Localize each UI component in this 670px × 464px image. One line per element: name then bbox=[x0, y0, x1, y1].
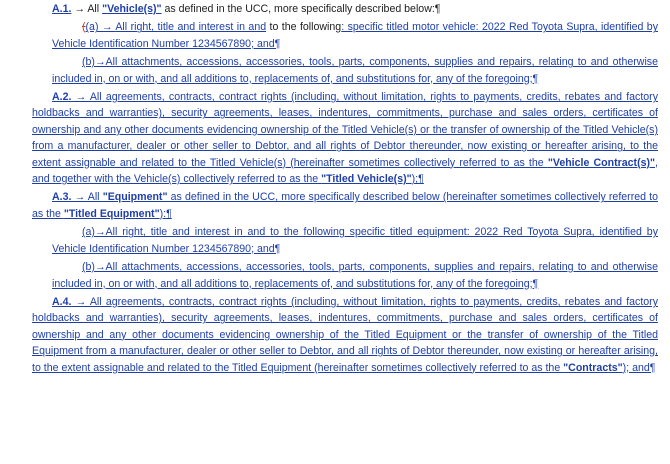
text-run: → All agreements, contracts, contract rights (including, without limitation, rights to payments, credits, rebates and factory holdbacks and warranties), security agreements, leases, indentures, commitments, purchase and sales orders, certificates of ownership and any other documents evidencing ownership of the Titled Equipment or the transfer of ownership of the Titled Equipment from a manufacturer, dealer or other seller to Debtor, and all rights of Debtor thereunder, now existing or hereafter arising, to the extent assignable and related to the Titled Equipment (hereinafter sometimes collectively referred to as the bbox=[32, 295, 658, 374]
text-run: to the following bbox=[266, 21, 342, 34]
deleted-text: ( bbox=[82, 21, 86, 34]
defined-term: "Vehicle Contract(s)" bbox=[547, 156, 656, 169]
inserted-label: (a) bbox=[85, 21, 99, 34]
text-run: as defined in the UCC, more specifically described below (hereinafter sometimes collectively referred to as the bbox=[32, 191, 658, 220]
defined-term: "Titled Equipment" bbox=[63, 207, 160, 220]
inserted-text: All right, title and interest in and bbox=[115, 21, 267, 34]
text-run: ); and¶ bbox=[622, 361, 656, 374]
paragraph-a2[interactable] bbox=[32, 89, 658, 187]
section-label: A.1. bbox=[52, 3, 72, 15]
defined-term: "Titled Vehicle(s)" bbox=[321, 173, 412, 186]
paragraph-a4[interactable] bbox=[32, 294, 658, 376]
tab-arrow: → bbox=[98, 21, 116, 34]
text-run: );¶ bbox=[411, 173, 424, 186]
defined-term: "Equipment" bbox=[102, 191, 168, 204]
text-run: as defined in the UCC, more specifically described below:¶ bbox=[161, 3, 441, 15]
text-run: → All agreements, contracts, contract rights (including, without limitation, rights to payments, credits, rebates and factory holdbacks and warranties), security agreements, leases, indentures, commitments, purchase and sales orders, certificates of ownership and any other documents evidencing ownership of the Titled Vehicle(s) or the transfer of ownership of the Titled Vehicle(s) from a manufacturer, dealer or other seller to Debtor, and all rights of Debtor thereunder, now existing or hereafter arising, to the extent assignable and related to the Titled Vehicle(s) (hereinafter sometimes collectively referred to as the bbox=[32, 91, 658, 169]
text-run: , and together with the Vehicle(s) collectively referred to as the bbox=[32, 156, 658, 186]
defined-term: "Vehicle(s)" bbox=[102, 3, 162, 15]
paragraph-a1b[interactable]: (b)→All attachments, accessions, accessories, tools, parts, components, supplies and repairs, relating to and otherwise included in, on or with, and all additions to, replacements of, and substitutions for, any of the foregoing;¶ bbox=[52, 56, 658, 85]
paragraph-a3b[interactable]: (b)→All attachments, accessions, accessories, tools, parts, components, supplies and repairs, relating to and otherwise included in, on or with, and all additions to, replacements of, and substitutions for, any of the foregoing;¶ bbox=[52, 261, 658, 290]
section-label: A.3. bbox=[52, 191, 72, 204]
paragraph-a3[interactable] bbox=[32, 189, 658, 222]
section-label: A.4. bbox=[52, 295, 72, 308]
tab-arrow: → bbox=[74, 3, 85, 15]
defined-term: "Contracts" bbox=[563, 361, 623, 374]
paragraph-a1a[interactable] bbox=[52, 19, 658, 52]
inserted-text: : specific titled motor vehicle: 2022 Red Toyota Supra, identified by Vehicle Identification Number 1234567890; and¶ bbox=[52, 21, 658, 50]
text-run: ):¶ bbox=[159, 207, 172, 220]
text-run: All bbox=[84, 3, 103, 15]
paragraph-a1[interactable] bbox=[32, 1, 658, 17]
text-run: → All bbox=[71, 191, 103, 204]
section-label: A.2. bbox=[52, 91, 72, 104]
paragraph-a3a[interactable]: (a)→All right, title and interest in and to the following specific titled equipment: 2022 Red Toyota Supra, identified by Vehicle Identification Number 1234567890; and¶ bbox=[52, 226, 658, 255]
